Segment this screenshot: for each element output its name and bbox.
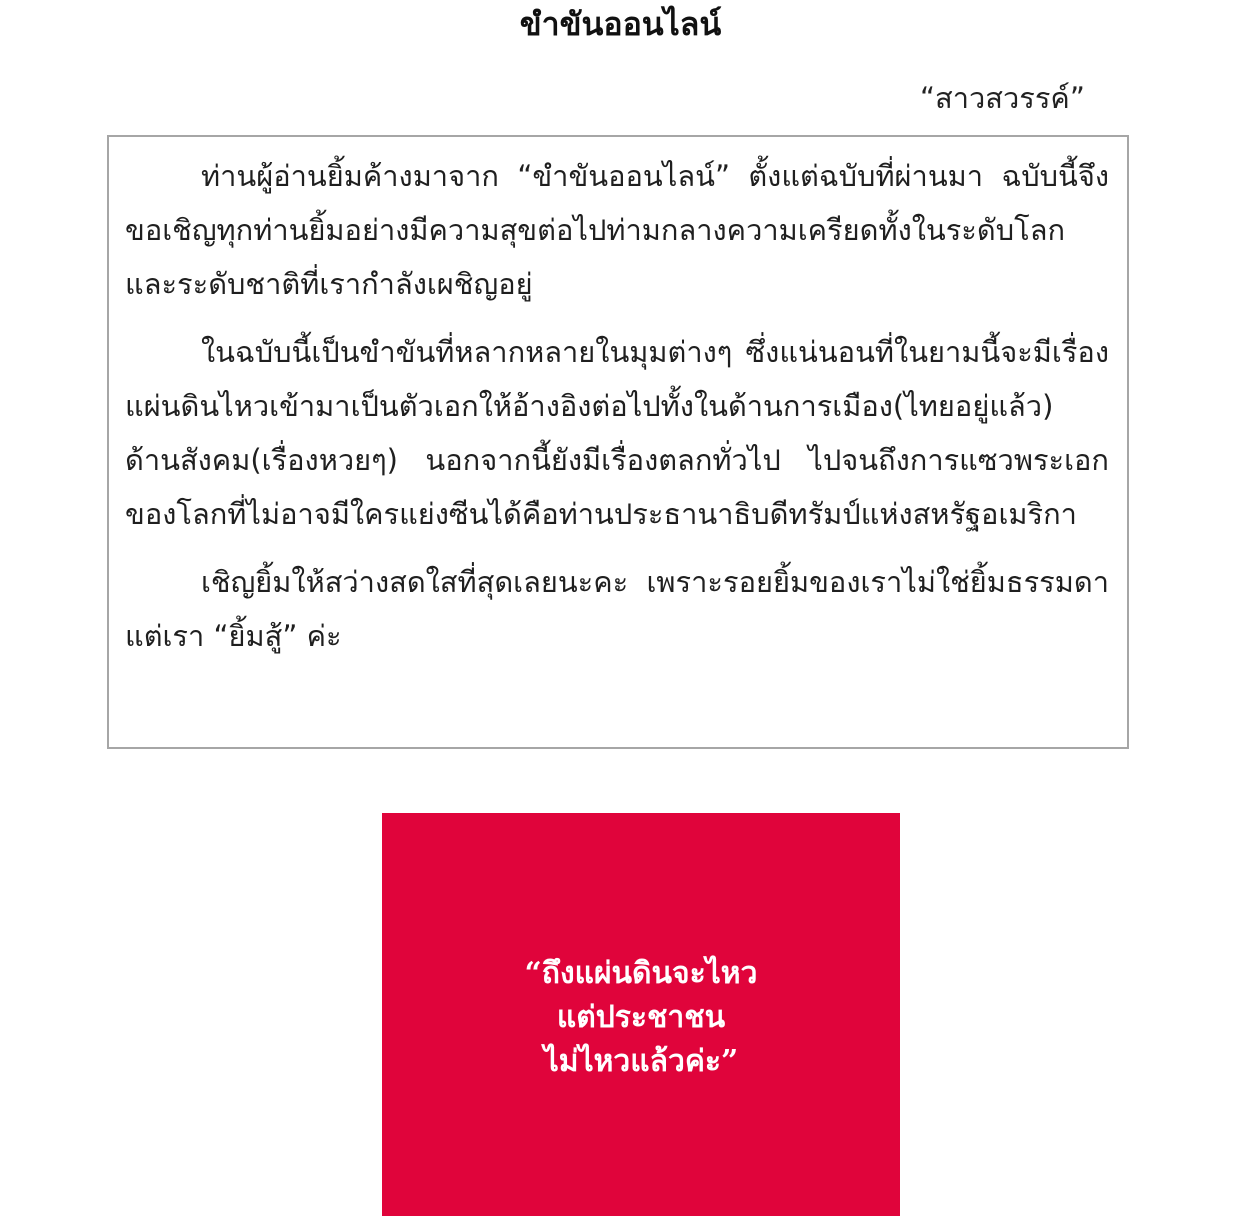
quote-line-1: “ถึงแผ่นดินจะไหว (524, 955, 758, 991)
quote-line-2: แต่ประชาชน (556, 999, 726, 1035)
quote-line-3: ไม่ไหวแล้วค่ะ” (543, 1043, 739, 1079)
page-title: ขำขันออนไลน์ (519, 5, 722, 43)
intro-box (107, 135, 1129, 749)
intro-paragraph-3: เชิญยิ้มให้สว่างสดใสที่สุดเลยนะคะ เพราะรอยยิ้มของเราไม่ใช่ยิ้มธรรมดา แต่เรา “ยิ้มสู้” ค่ะ (125, 565, 1109, 653)
author-byline: “สาวสวรรค์” (920, 81, 1085, 115)
intro-paragraph-2: ในฉบับนี้เป็นขำขันที่หลากหลายในมุมต่างๆ ซึ่งแน่นอนที่ในยามนี้จะมีเรื่องแผ่นดินไหวเข้ามาเป็นตัวเอกให้อ้างอิงต่อไปทั้งในด้านการเมือง(ไทยอยู่แล้ว) ด้านสังคม(เรื่องหวยๆ) นอกจากนี้ยังมีเรื่องตลกทั่วไป ไปจนถึงการแซวพระเอกของโลกที่ไม่อาจมีใครแย่งซีนได้คือท่านประธานาธิบดีทรัมป์แห่งสหรัฐอเมริกา (125, 335, 1109, 531)
quote-card (382, 813, 900, 1216)
quote-text (525, 952, 758, 1084)
intro-paragraph-1: ท่านผู้อ่านยิ้มค้างมาจาก “ขำขันออนไลน์” ตั้งแต่ฉบับที่ผ่านมา ฉบับนี้จึงขอเชิญทุกท่านยิ้มอย่างมีความสุขต่อไปท่ามกลางความเครียดทั้งในระดับโลกและระดับชาติที่เรากำลังเผชิญอยู่ (125, 159, 1109, 301)
